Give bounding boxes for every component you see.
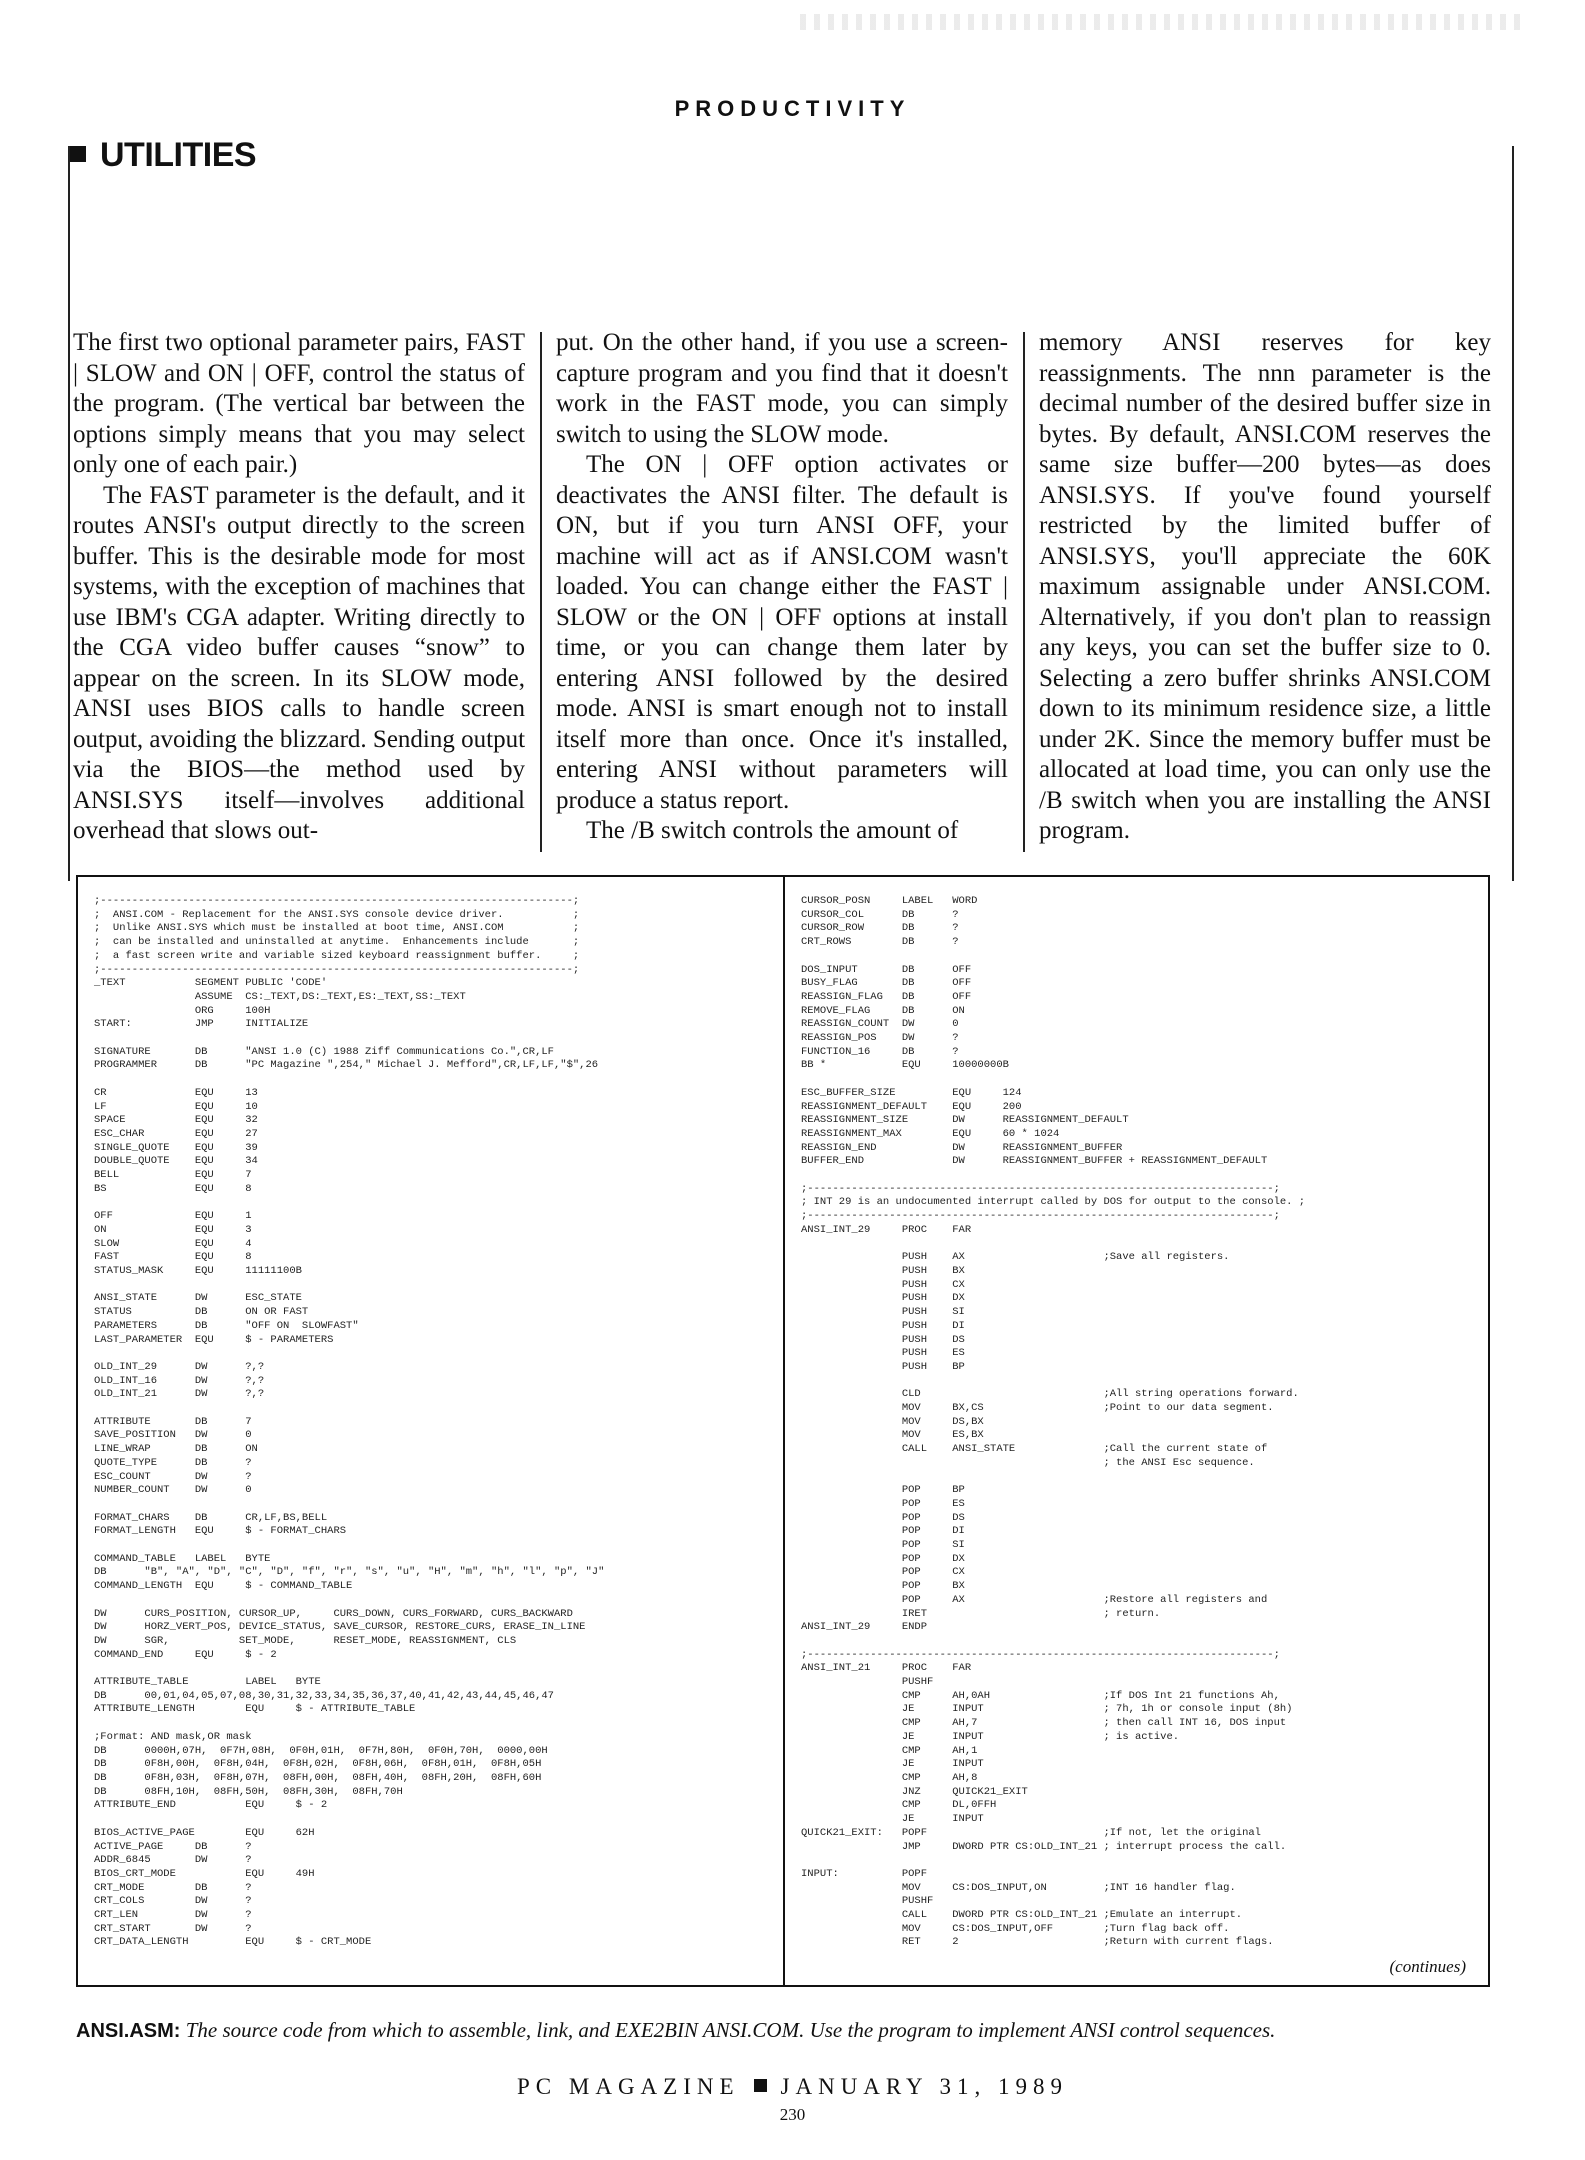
left-margin-rule xyxy=(68,146,70,881)
column-divider xyxy=(1023,332,1025,852)
page-footer xyxy=(0,2074,1585,2100)
article-column-2 xyxy=(556,328,1008,873)
paragraph: put. On the other hand, if you use a screen-capture program and you find that it doesn't work in the FAST mode, you can simply switch to using the SLOW mode. xyxy=(556,329,1008,448)
paragraph: memory ANSI reserves for key reassignments. The nnn parameter is the decimal number of the desired buffer size in bytes. By default, ANSI.COM reserves the same size buffer—200 bytes—as does ANSI.SYS. If you've found yourself restricted by the limited buffer of ANSI.SYS, you'll appreciate the 60K maximum assignable under ANSI.COM. Alternatively, if you don't plan to reassign any keys, you can set the buffer size to 0. Selecting a zero buffer shrinks ANSI.COM down to its minimum residence size, a little under 2K. Since the memory buffer must be allocated at load time, you can only use the /B switch when you are installing the ANSI program. xyxy=(1039,329,1491,844)
scan-artifact xyxy=(800,14,1520,30)
continues-label: (continues) xyxy=(1389,1957,1466,1976)
paragraph: The ON | OFF option activates or deactivates the ANSI filter. The default is ON, but if you turn ANSI OFF, your machine will act as if ANSI.COM wasn't loaded. You can change either the FAST | SLOW or the ON | OFF options at install time, or you can change them later by entering ANSI followed by the desired mode. ANSI is smart enough not to install itself more than once. Once it's installed, entering ANSI without parameters will produce a status report. xyxy=(556,451,1008,814)
listing-caption xyxy=(76,2018,1506,2043)
issue-date: JANUARY 31, 1989 xyxy=(780,2074,1068,2099)
magazine-name: PC MAGAZINE xyxy=(517,2074,740,2099)
column-divider xyxy=(540,332,542,852)
article-column-1 xyxy=(73,328,525,873)
paragraph: The FAST parameter is the default, and it routes ANSI's output directly to the screen buffer. This is the desirable mode for most systems, with the exception of machines that use IBM's CGA adapter. Writing directly to the CGA video buffer causes “snow” to appear on the screen. In its SLOW mode, ANSI uses BIOS calls to handle screen output, avoiding the blizzard. Sending output via the BIOS—the method used by ANSI.SYS itself—involves additional overhead that slows out- xyxy=(73,481,526,844)
caption-label: ANSI.ASM: xyxy=(76,2020,181,2042)
square-bullet-icon xyxy=(754,2079,767,2092)
paragraph: The first two optional parameter pairs, FAST | SLOW and ON | OFF, control the status of the program. (The vertical bar between the options simply means that you may select only one of each pair.) xyxy=(73,329,525,478)
code-listing-right: CURSOR_POSN LABEL WORD CURSOR_COL DB ? CURSOR_ROW DB ? CRT_ROWS DB ? DOS_INPUT DB OFF BUSY_FLAG DB OFF REASSIGN_FLAG DB OFF REMOVE_FLAG DB ON REASSIGN_COUNT DW 0 REASSIGN_POS DW ? FUNCTION_16 DB ? BB * EQU 10000000B ESC_BUFFER_SIZE EQU 124 REASSIGNMENT_DEFAULT EQU 200 REASSIGNMENT_SIZE DW REASSIGNMENT_DEFAULT REASSIGNMENT_MAX EQU 60 * 1024 REASSIGN_END DW REASSIGNMENT_BUFFER BUFFER_END DW REASSIGNMENT_BUFFER + REASSIGNMENT_DEFAULT ;--------------------------------------------------------------------------; ; INT 29 is an undocumented interrupt called by DOS for output to the console. ; ;--------------------------------------------------------------------------; ANSI_INT_29 PROC FAR PUSH AX ;Save all registers. PUSH BX PUSH CX PUSH DX PUSH SI PUSH DI PUSH DS PUSH ES PUSH BP CLD ;All string operations forward. MOV BX,CS ;Point to our data segment. MOV DS,BX MOV ES,BX CALL ANSI_STATE ;Call the current state of ; the ANSI Esc sequence. POP BP POP ES POP DS POP DI POP SI POP DX POP CX POP BX POP AX ;Restore all registers and IRET ; return. ANSI_INT_29 ENDP ;--------------------------------------------------------------------------; ANSI_INT_21 PROC FAR PUSHF CMP AH,0AH ;If DOS Int 21 functions Ah, JE INPUT ; 7h, 1h or console input (8h) CMP AH,7 ; then call INT 16, DOS input JE INPUT ; is active. CMP AH,1 JE INPUT CMP AH,8 JNZ QUICK21_EXIT CMP DL,0FFH JE INPUT QUICK21_EXIT: POPF ;If not, let the original JMP DWORD PTR CS:OLD_INT_21 ; interrupt process the call. INPUT: POPF MOV CS:DOS_INPUT,ON ;INT 16 handler flag. PUSHF CALL DWORD PTR CS:OLD_INT_21 ;Emulate an interrupt. MOV CS:DOS_INPUT,OFF ;Turn flag back off. RET 2 ;Return with current flags. xyxy=(783,877,1488,1985)
section-title xyxy=(70,136,256,175)
section-label: PRODUCTIVITY xyxy=(674,96,911,121)
paragraph: The /B switch controls the amount of xyxy=(586,817,959,844)
code-listing-box xyxy=(76,875,1490,1987)
code-listing-left: ;---------------------------------------------------------------------------; ; ANSI.COM - Replacement for the ANSI.SYS console device driver. ; ; Unlike ANSI.SYS which must be installed at boot time, ANSI.COM ; ; can be installed and uninstalled at anytime. Enhancements include ; ; a fast screen write and variable sized keyboard reassignment buffer. ; ;---------------------------------------------------------------------------; _TEXT SEGMENT PUBLIC 'CODE' ASSUME CS:_TEXT,DS:_TEXT,ES:_TEXT,SS:_TEXT ORG 100H START: JMP INITIALIZE SIGNATURE DB "ANSI 1.0 (C) 1988 Ziff Communications Co.",CR,LF PROGRAMMER DB "PC Magazine ",254," Michael J. Mefford",CR,LF,LF,"$",26 CR EQU 13 LF EQU 10 SPACE EQU 32 ESC_CHAR EQU 27 SINGLE_QUOTE EQU 39 DOUBLE_QUOTE EQU 34 BELL EQU 7 BS EQU 8 OFF EQU 1 ON EQU 3 SLOW EQU 4 FAST EQU 8 STATUS_MASK EQU 11111100B ANSI_STATE DW ESC_STATE STATUS DB ON OR FAST PARAMETERS DB "OFF ON SLOWFAST" LAST_PARAMETER EQU $ - PARAMETERS OLD_INT_29 DW ?,? OLD_INT_16 DW ?,? OLD_INT_21 DW ?,? ATTRIBUTE DB 7 SAVE_POSITION DW 0 LINE_WRAP DB ON QUOTE_TYPE DB ? ESC_COUNT DW ? NUMBER_COUNT DW 0 FORMAT_CHARS DB CR,LF,BS,BELL FORMAT_LENGTH EQU $ - FORMAT_CHARS COMMAND_TABLE LABEL BYTE DB "B", "A", "D", "C", "D", "f", "r", "s", "u", "H", "m", "h", "l", "p", "J" COMMAND_LENGTH EQU $ - COMMAND_TABLE DW CURS_POSITION, CURSOR_UP, CURS_DOWN, CURS_FORWARD, CURS_BACKWARD DW HORZ_VERT_POS, DEVICE_STATUS, SAVE_CURSOR, RESTORE_CURS, ERASE_IN_LINE DW SGR, SET_MODE, RESET_MODE, REASSIGNMENT, CLS COMMAND_END EQU $ - 2 ATTRIBUTE_TABLE LABEL BYTE DB 00,01,04,05,07,08,30,31,32,33,34,35,36,37,40,41,42,43,44,45,46,47 ATTRIBUTE_LENGTH EQU $ - ATTRIBUTE_TABLE ;Format: AND mask,OR mask DB 0000H,07H, 0F7H,08H, 0F0H,01H, 0F7H,80H, 0F0H,70H, 0000,00H DB 0F8H,00H, 0F8H,04H, 0F8H,02H, 0F8H,06H, 0F8H,01H, 0F8H,05H DB 0F8H,03H, 0F8H,07H, 08FH,00H, 08FH,40H, 08FH,20H, 08FH,60H DB 08FH,10H, 08FH,50H, 08FH,30H, 08FH,70H ATTRIBUTE_END EQU $ - 2 BIOS_ACTIVE_PAGE EQU 62H ACTIVE_PAGE DB ? ADDR_6845 DW ? BIOS_CRT_MODE EQU 49H CRT_MODE DB ? CRT_COLS DW ? CRT_LEN DW ? CRT_START DW ? CRT_DATA_LENGTH EQU $ - CRT_MODE xyxy=(94,895,605,1949)
caption-text: The source code from which to assemble, link, and EXE2BIN ANSI.COM. Use the program to implement ANSI control sequences. xyxy=(185,2018,1276,2042)
square-bullet-icon xyxy=(70,146,86,162)
section-title-text: UTILITIES xyxy=(100,136,257,174)
article-body xyxy=(73,328,1491,873)
right-margin-rule xyxy=(1512,146,1514,881)
article-column-3 xyxy=(1039,328,1491,873)
page-number: 230 xyxy=(779,2105,806,2124)
